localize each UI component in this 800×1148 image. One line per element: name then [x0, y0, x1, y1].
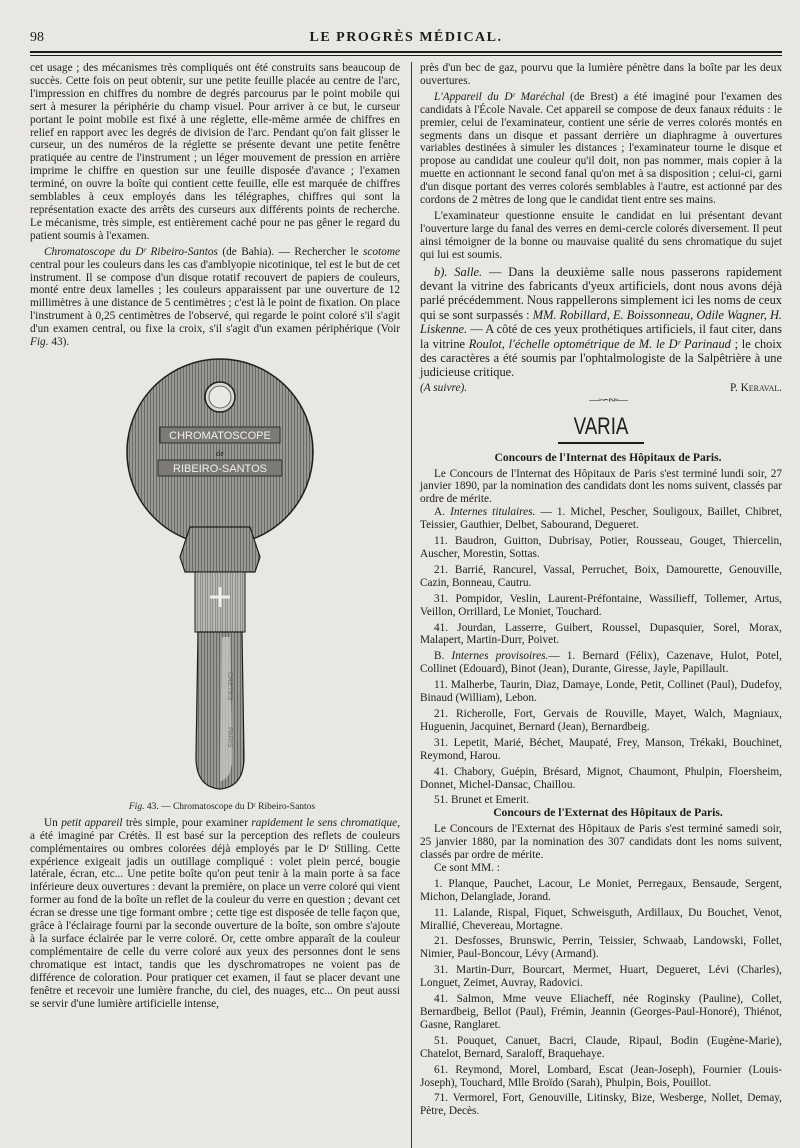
list-item: 31. Martin-Durr, Bourcart, Mermet, Huart, Degueret, Lévi (Charles), Longuet, Zeimet, Auvray, Radovici.	[420, 964, 782, 990]
list-item: 51. Brunet et Emerit.	[434, 794, 530, 807]
chromatoscope-title: Chromatoscope du Dʳ Ribeiro-Santos	[44, 245, 218, 258]
journal-title: LE PROGRÈS MÉDICAL.	[309, 30, 503, 45]
header-rule-thin	[30, 55, 782, 56]
fig-ref: Fig.	[30, 336, 49, 349]
list-item: 41. Salmon, Mme veuve Eliacheff, née Roginsky (Pauline), Collet, Bernardbeig, Bellot (Paul), Frémin, Jeannin (Georges-Paul-Honoré), Thiénot, Gasne, Ranglaret.	[420, 993, 782, 1031]
varia-rule	[558, 442, 644, 444]
cretes-mid: très simple, pour examiner	[122, 816, 252, 829]
list-item: 31. Lepetit, Marié, Béchet, Maupaté, Frey, Manson, Trékaki, Bouchinet, Reymond, Harou.	[420, 736, 782, 762]
handle-mark-cretes: CRÉTÈS	[226, 671, 233, 701]
internat-a-title: Internes titulaires.	[450, 506, 536, 519]
cretes-text: , a été imaginé par Crétès. Il est basé sur la perception des reflets de couleurs complémentaires ou ombres colorées déjà employés par le Dʳ Stilling. Cette expérience exigeait jadis un outillage compliqué : volet plein percé, bougie latérale, écran, etc... Une petite boîte qu'on peut tenir à la main porte à sa face inférieure deux ouvertures : devant la première, on place un verre coloré qui vient former au fond de la boîte un reflet de la couleur du verre en question ; devant cet écran se dresse une tige formant ombre ; cette tige est disposée de telle façon que, grâce à l'éclairage fourni par la seconde ouverture de la boîte, son ombre s'ajoute à la surface éclairée par le verre coloré. Or, cette ombre apparaît de la couleur complémentaire de celle du verre coloré aux yeux des personnes dont le sens chromatique est intact, tandis que les dyschromatropes ne voient pas de différence de coloration. Pour pratiquer cet examen, il faut se placer devant une fenêtre et recevoir une lumière franche, du ciel, des nuages, etc... On peut aussi se servir d'une lumière artificielle intense,	[30, 816, 401, 1010]
list-item: 21. Barrié, Rancurel, Vassal, Perruchet, Boix, Damourette, Genouville, Cazin, Bonneau, Cautru.	[420, 563, 782, 589]
list-item: 21. Richerolle, Fort, Gervais de Rouville, Mayet, Walch, Magniaux, Huguenin, Jacquinet, Bernard (Jean), Bernardbeig.	[420, 707, 782, 733]
internat-a-label: A.	[434, 506, 451, 519]
list-item: 71. Vermorel, Fort, Genouville, Litinsky, Bize, Wesberge, Nollet, Demay, Pètre, Decès.	[420, 1092, 782, 1118]
figure-caption	[30, 801, 400, 814]
internat-b-names: — 1. Bernard (Félix), Cazenave, Hulot, Potel, Collinet (Edouard), Binot (Jean), Durante, Giresse, Jayle, Papillault.	[420, 650, 782, 676]
salle-roulot: Roulot, l'échelle optométrique de M. le Dʳ Parinaud	[468, 336, 731, 351]
internat-titulaires	[420, 506, 782, 532]
a-suivre: (A suivre).	[420, 381, 468, 394]
list-item: 61. Reymond, Morel, Lombard, Escat (Jean-Joseph), Fournier (Louis-Joseph), Touchard, Mlle Broïdo (Sarah), Phulpin, Bois, Pouillot.	[420, 1063, 782, 1089]
right-paragraph-1: près d'un bec de gaz, pourvu que la lumière pénètre dans la boîte par les deux ouvertures.	[420, 62, 782, 87]
caption-text: 43. — Chromatoscope du Dʳ Ribeiro-Santos	[144, 801, 316, 812]
figure-label-bottom: RIBEIRO-SANTOS	[173, 462, 267, 475]
page-header	[30, 26, 782, 50]
internat-intro: Le Concours de l'Internat des Hôpitaux de Paris s'est terminé lundi soir, 27 janvier 1890, par la nomination des candidats dont les noms suivent, classés par ordre de mérite.	[420, 467, 782, 506]
salle-text-2: — A côté de ces yeux prothétiques artificiels, il faut citer, dans la vitrine	[420, 322, 782, 351]
salle-text-1: — Dans la deuxième salle nous passerons rapidement devant la vitrine des fabricants d'yeux artificiels, dont nous avons déjà parlé précédemment. Nous rappellerons simplement ici les noms de ceux qui se sont surpassés :	[420, 264, 782, 322]
list-item: 11. Baudron, Guitton, Dubrisay, Potier, Rousseau, Gouget, Thiercelin, Auscher, Morestin, Sottas.	[420, 535, 782, 560]
cretes-em-2: rapidement le sens chromatique	[251, 816, 398, 829]
chromatoscope-figure	[30, 357, 400, 797]
header-rule-thick	[30, 51, 782, 53]
list-item: 11. Lalande, Rispal, Fiquet, Schweisguth, Ardillaux, Du Bouchet, Venot, Mirallié, Chevereau, Mortagne.	[420, 906, 782, 932]
varia-title: VARIA	[573, 412, 629, 440]
cretes-em-1: petit appareil	[61, 816, 123, 829]
chromatoscope-paragraph	[30, 246, 400, 349]
right-column	[420, 62, 782, 1148]
internat-heading: Concours de l'Internat des Hôpitaux de Paris.	[494, 450, 722, 464]
chromatoscope-illustration	[30, 357, 400, 797]
caption-fig: Fig.	[128, 801, 145, 812]
varia-ornament: —◦∽∾◦—	[589, 394, 627, 406]
list-item: 1. Planque, Pauchet, Lacour, Le Moniet, Perregaux, Bensaude, Sergent, Michon, Delanglade, Jorand.	[420, 877, 782, 903]
chromatoscope-text-end: 43).	[48, 336, 70, 349]
externat-list	[420, 862, 782, 1118]
internat-list	[420, 506, 782, 807]
scotome-term: scotome	[362, 245, 400, 258]
internat-b-label: B.	[434, 650, 452, 663]
list-item: 11. Malherbe, Taurin, Diaz, Damaye, Londe, Petit, Collinet (Paul), Dudefoy, Binaud (William), Lebon.	[420, 679, 782, 705]
article-signature	[420, 382, 782, 395]
figure-label-mid: de	[216, 448, 224, 458]
marechal-paragraph	[420, 91, 782, 207]
externat-heading: Concours de l'Externat des Hôpitaux de Paris.	[493, 806, 723, 820]
salle-label: Salle.	[454, 264, 483, 279]
internat-a-names: — 1. Michel, Pescher, Souligoux, Baillet, Chibret, Teissier, Gauthier, Delbet, Sabourand, Degueret.	[420, 506, 783, 532]
cretes-intro: Un	[44, 816, 62, 829]
list-item: 41. Chabory, Guépin, Brésard, Mignot, Chaumont, Phulpin, Floersheim, Donnet, Michel-Dansac, Chaillou.	[420, 765, 782, 791]
salle-text-3: ; le choix des caractères a été soumis par l'ophtalmologiste de la Salpêtrière à une judicieuse critique.	[420, 336, 782, 380]
list-item: 21. Desfosses, Brunswic, Perrin, Teissier, Schwaab, Landowski, Follet, Nimier, Paul-Boncour, Lévy (Armand).	[420, 935, 782, 961]
marechal-title: L'Appareil du Dʳ Maréchal	[434, 90, 565, 103]
handle-mark-paris: PARIS	[226, 726, 233, 748]
chromatoscope-text: (de Bahia). — Rechercher le	[217, 245, 363, 258]
marechal-text: (de Brest) a été imaginé pour l'examen des candidats à l'École Navale. Cet appareil se compose de deux fanaux réduits : le premier, celui de l'examinateur, contient une série de verres colorés montés en segments dans un disque et passant derrière un diaphragme à ouvertures variables destinées à simuler les distances ; l'examinateur tourne le disque et propose au candidat une couleur qu'il doit, non pas nommer, mais copier à la muette en actionnant le second fanal qu'on met à sa disposition ; celui-ci, garni d'un disque portant des verres colorés semblables à l'autre, est actionné par des cordons de 2 mètres de long que le candidat tient entre ses mains.	[420, 90, 783, 207]
left-paragraph-1: cet usage ; des mécanismes très compliqués ont été construits sans beaucoup de succès. Cette fois on peut obtenir, sur une petite feuille placée au centre de l'arc, l'impression en chiffres du nombre de degrés parcourus par le point mobile qui sert à mesurer la périphérie du champ visuel. Pour arriver à ce but, le curseur portant le point mobile est fixé à une réglette, elle-même armée de chiffres en relief en rapport avec les degrés de division de l'arc. Pendant qu'on fait glisser le curseur, un des numéros de la réglette se présente devant une petite fenêtre pratiquée au centre de l'instrument ; un léger mouvement de pression en arrière imprime le chiffre en question sur une feuille disposée d'avance ; l'examen terminé, on ouvre la boîte qui contient cette feuille, elle est marquée de chiffres semblables à ceux employés dans les télégraphes, chiffres qui sont la représentation exacte des arrêts des curseurs aux différents points de recherche. Le mécanisme, très simple, est entièrement caché pour ne pas gêner le regard du patient soumis à l'examen.	[30, 62, 400, 242]
salle-b: b).	[434, 264, 455, 279]
externat-sont: Ce sont MM. :	[434, 861, 500, 874]
internat-provisoires	[420, 650, 782, 676]
salle-paragraph	[420, 265, 782, 380]
examinateur-paragraph: L'examinateur questionne ensuite le candidat en lui présentant devant l'ouverture large du fanal des verres en demi-cercle colorés diversement. Il peut ainsi témoigner de la bonne ou mauvaise qualité du sens chromatique du sujet qui lui est soumis.	[420, 209, 782, 261]
left-column	[30, 62, 400, 1148]
list-item: 51. Pouquet, Canuet, Bacri, Claude, Ripaul, Bodin (Eugène-Marie), Chatelot, Bernard, Saraloff, Braquehaye.	[420, 1034, 782, 1060]
column-divider	[411, 62, 412, 1148]
author-name: P. Keraval.	[729, 381, 782, 394]
list-item: 31. Pompidor, Veslin, Laurent-Préfontaine, Wassilieff, Tollemer, Artus, Veillon, Orrillard, Le Moniet, Touchard.	[420, 592, 782, 618]
page-number: 98	[30, 30, 44, 45]
internat-b-title: Internes provisoires.	[451, 650, 549, 663]
salle-names: MM. Robillard, E. Boissonneau, Odile Wagner, H. Liskenne.	[420, 307, 782, 337]
cretes-paragraph	[30, 817, 400, 1011]
list-item: 41. Jourdan, Lasserre, Guibert, Roussel, Dupasquier, Sorel, Morax, Malapert, Martin-Durr, Poivet.	[420, 621, 782, 647]
externat-intro: Le Concours de l'Externat des Hôpitaux de Paris s'est terminé samedi soir, 25 janvier 1880, par la nomination des 307 candidats dont les noms suivent, classés par ordre de mérite.	[420, 823, 782, 862]
chromatoscope-text-2: central pour les couleurs dans les cas d'amblyopie nicotinique, tel est le but de cet instrument. Il se compose d'un disque rotatif recouvert de papiers de couleurs, monté entre deux lamelles ; les couleurs apparaissent par une ouverture de 12 millimètres à une distance de 5 centimètres ; c'est là le point de fixation. On place l'instrument à 0,25 centimètres de l'observé, qui regarde le point coloré s'il s'agit d'un examen central, ou fixe la croix, s'il s'agit d'un examen périphérique (Voir	[30, 258, 400, 336]
figure-label-top: CHROMATOSCOPE	[169, 429, 271, 442]
handle-shape	[196, 632, 244, 789]
